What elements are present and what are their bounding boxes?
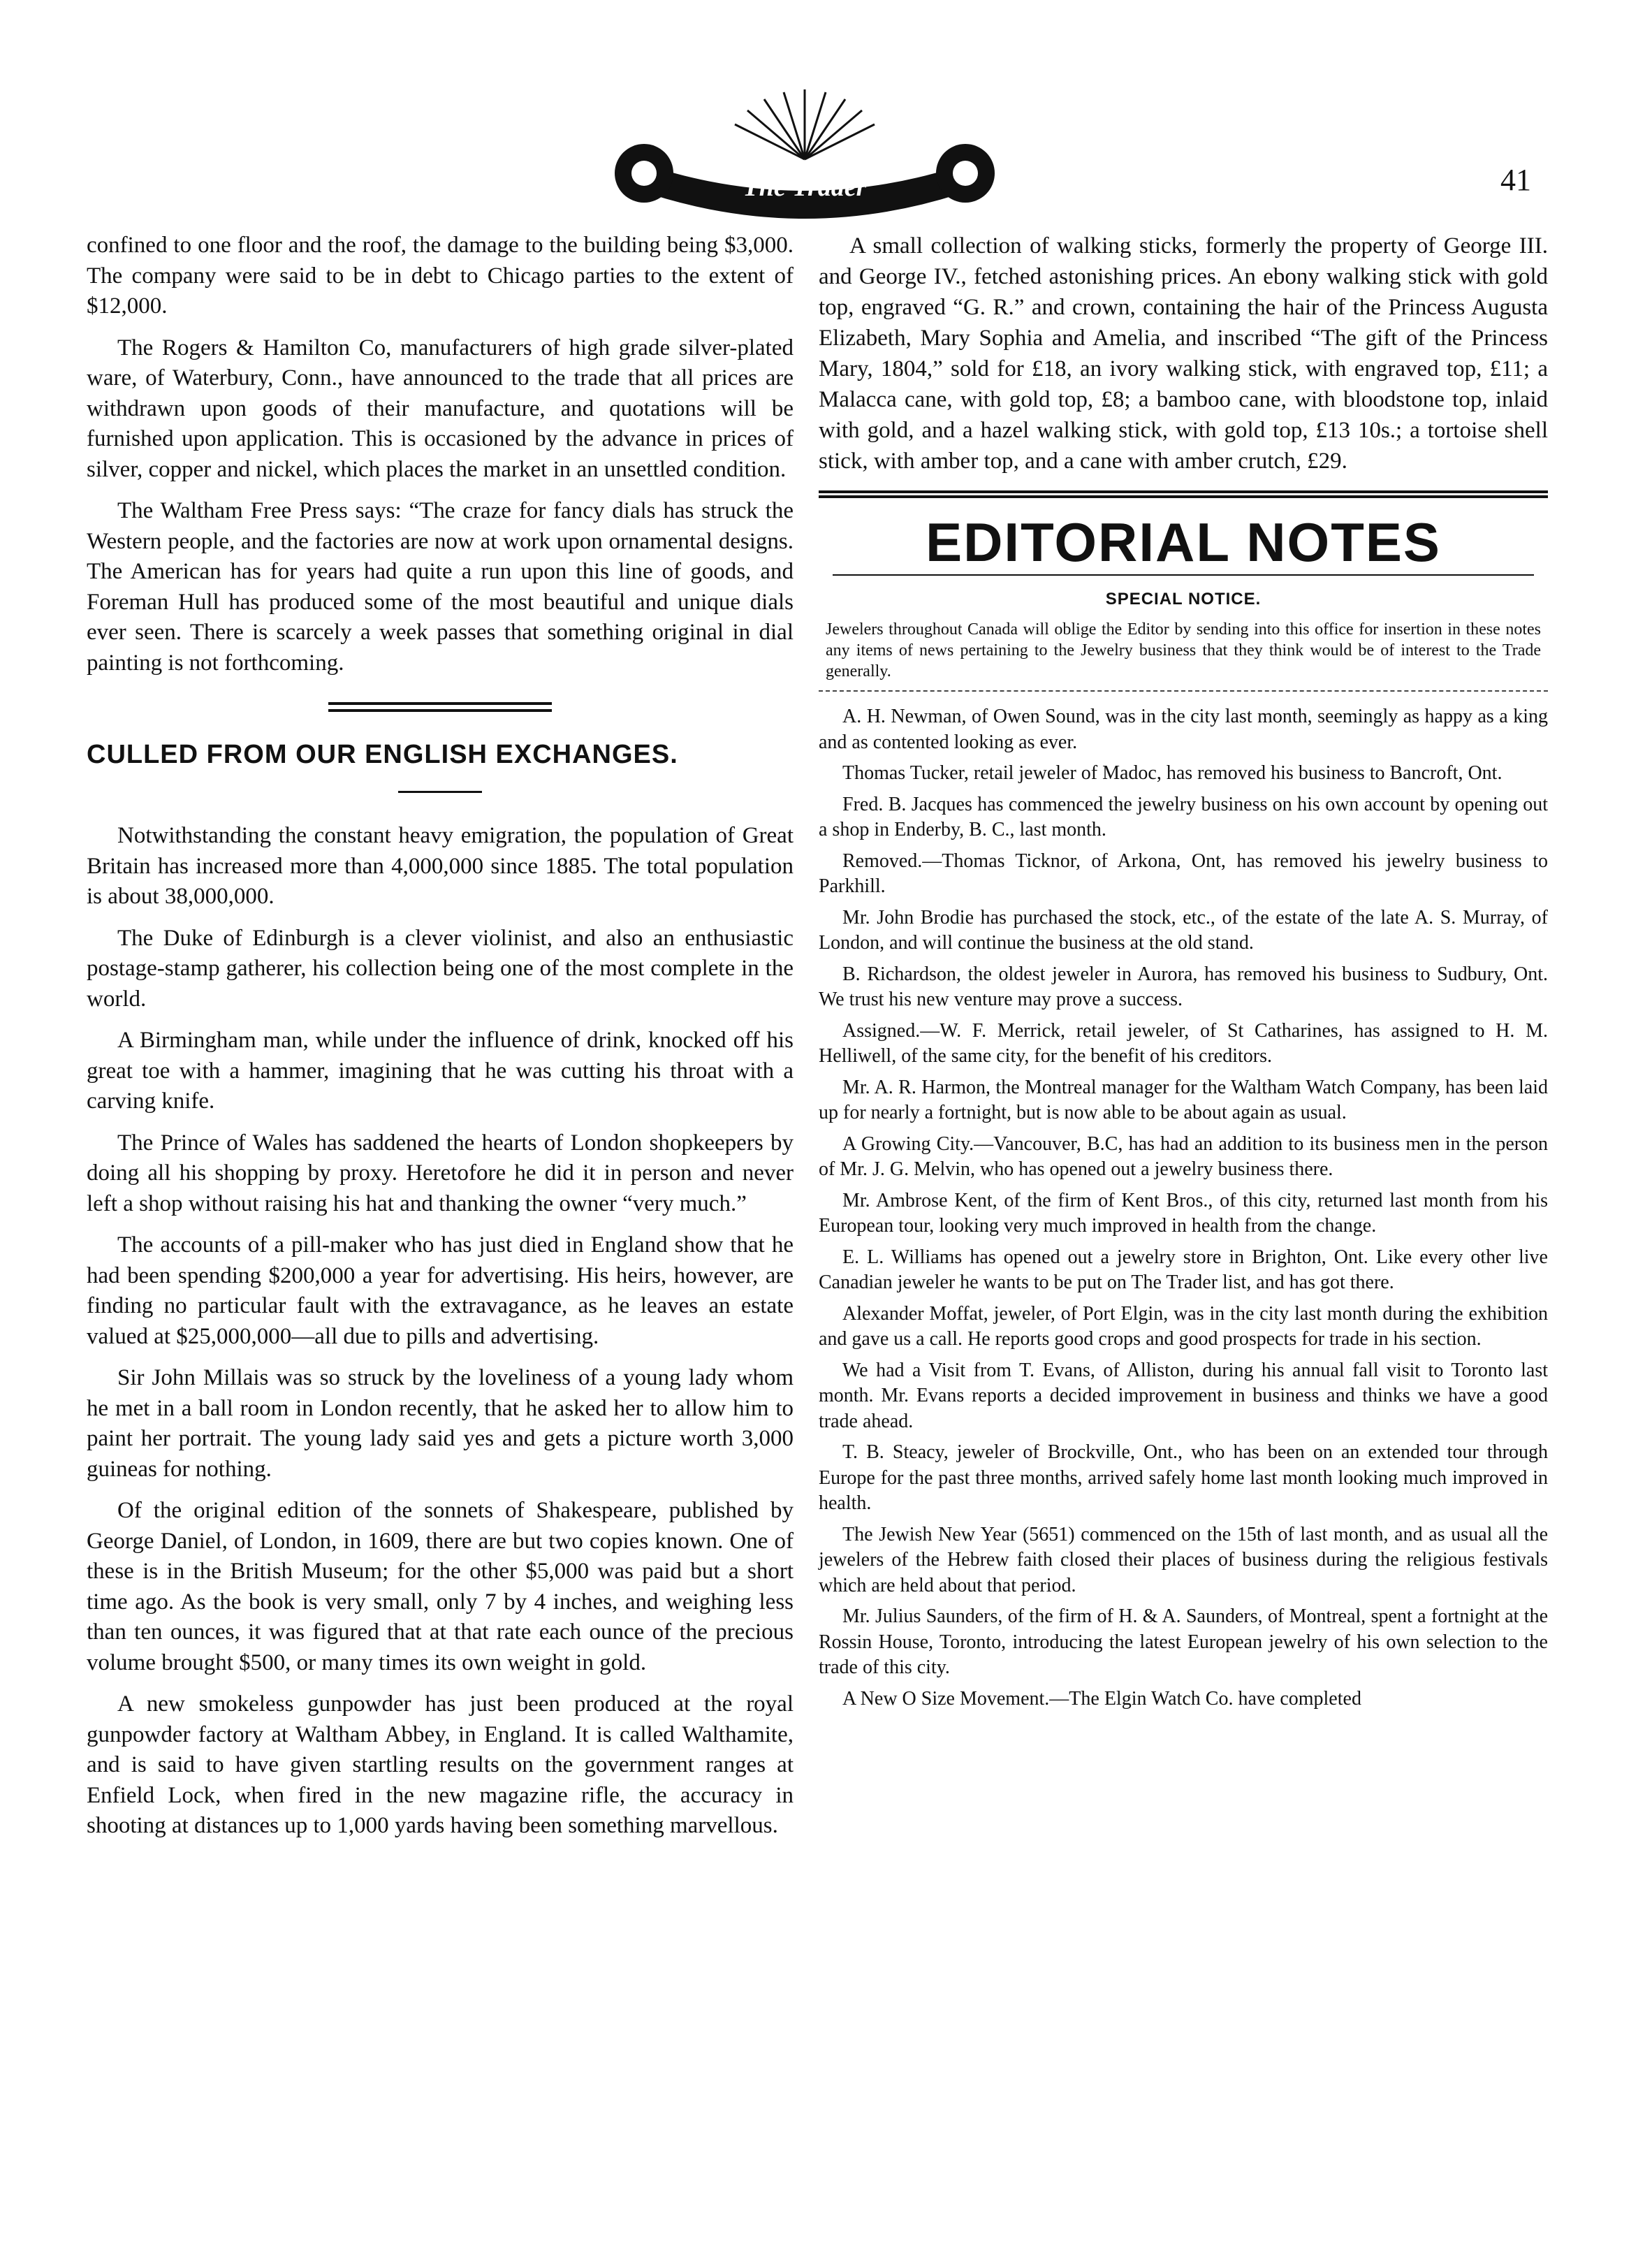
note-item: Mr. John Brodie has purchased the stock, etc., of the estate of the late A. S. Murray, of London, and will continue the business at the old stand. <box>819 906 1548 954</box>
note-item: Assigned.—W. F. Merrick, retail jeweler, of St Catharines, has assigned to H. M. Helliwell, of the same city, for the benefit of his creditors. <box>819 1019 1548 1067</box>
heading-underline <box>398 791 482 793</box>
note-item: Alexander Moffat, jeweler, of Port Elgin, was in the city last month during the exhibition and gave us a call. He reports good crops and good prospects for trade in his section. <box>819 1302 1548 1350</box>
notice-divider <box>819 690 1548 692</box>
note-item: B. Richardson, the oldest jeweler in Aurora, has removed his business to Sudbury, Ont. We trust his new venture may prove a success. <box>819 963 1548 1010</box>
exchange-item: The Duke of Edinburgh is a clever violinist, and also an enthusiastic postage-stamp gatherer, his collection being one of the most complete in the world. <box>87 925 794 1012</box>
note-item: Fred. B. Jacques has commenced the jewelry business on his own account by opening out a shop in Enderby, B. C., last month. <box>819 793 1548 840</box>
note-item: T. B. Steacy, jeweler of Brockville, Ont., who has been on an extended tour through Europe for the past three months, arrived safely home last month looking much improved in health. <box>819 1441 1548 1514</box>
note-item: Mr. Julius Saunders, of the firm of H. & A. Saunders, of Montreal, spent a fortnight at the Rossin House, Toronto, introducing the latest European jewelry of his own selection to the trade of this city. <box>819 1605 1548 1678</box>
note-item: E. L. Williams has opened out a jewelry store in Brighton, Ont. Like every other live Canadian jeweler he wants to be put on The Trader list, and has got there. <box>819 1246 1548 1293</box>
article-paragraph: The Rogers & Hamilton Co, manufacturers of high grade silver-plated ware, of Waterbury, Conn., have announced to the trade that all prices are withdrawn upon goods of their manufacture, and quotations will be furnished upon application. This is occasioned by the advance in prices of silver, copper and nickel, which places the market in an unsettled condition. <box>87 335 794 482</box>
article-paragraph: confined to one floor and the roof, the damage to the building being $3,000. The company were said to be in debt to Chicago parties to the extent of $12,000. <box>87 233 794 319</box>
special-notice-text: Jewelers throughout Canada will oblige the Editor by sending into this office for insertion in these notes any items of news pertaining to the Jewelry business that they think would be of interest to the Trade generally. <box>826 620 1541 680</box>
note-item: Removed.—Thomas Ticknor, of Arkona, Ont, has removed his jewelry business to Parkhill. <box>819 850 1548 897</box>
note-item: Mr. Ambrose Kent, of the firm of Kent Bros., of this city, returned last month from his European tour, looking very much improved in health from the change. <box>819 1189 1548 1237</box>
exchange-item: Notwithstanding the constant heavy emigration, the population of Great Britain has increased more than 4,000,000 since 1885. The total population is about 38,000,000. <box>87 823 794 909</box>
editorial-notes-list <box>819 704 1548 1712</box>
note-item: A Growing City.—Vancouver, B.C, has had an addition to its business men in the person of Mr. J. G. Melvin, who has opened out a jewelry business there. <box>819 1132 1548 1180</box>
exchange-item: Sir John Millais was so struck by the loveliness of a young lady whom he met in a ball room in London recently, that he asked her to allow him to paint her portrait. The young lady said yes and gets a picture worth 3,000 guineas for nothing. <box>87 1365 794 1482</box>
exchange-item: Of the original edition of the sonnets of Shakespeare, published by George Daniel, of London, in 1609, there are but two copies known. One of these is in the British Museum; for the other $5,000 was paid but a short time ago. As the book is very small, only 7 by 4 inches, and weighing less than ten ounces, it was figured that at that rate each ounce of the precious volume brought $500, or many times its own weight in gold. <box>87 1498 794 1675</box>
editorial-divider <box>819 490 1548 498</box>
exchange-item: A Birmingham man, while under the influence of drink, knocked off his great toe with a hammer, imagining that he was cutting his throat with a carving knife. <box>87 1028 794 1114</box>
note-item: The Jewish New Year (5651) commenced on the 15th of last month, and as usual all the jewelers of the Hebrew faith closed their places of business during the religious festivals which are held about that period. <box>819 1523 1548 1596</box>
sunburst-icon <box>735 89 875 159</box>
editorial-notes-heading: EDITORIAL NOTES <box>926 511 1441 573</box>
exchange-item: The Prince of Wales has saddened the hearts of London shopkeepers by doing all his shopping by proxy. Heretofore he did it in person and never left a shop without raising his hat and thanking the owner “very much.” <box>87 1130 794 1216</box>
note-item: A. H. Newman, of Owen Sound, was in the city last month, seemingly as happy as a king and as contented looking as ever. <box>819 706 1548 753</box>
right-column <box>819 231 1548 1717</box>
note-item: A New O Size Movement.—The Elgin Watch Co. have completed <box>842 1687 1361 1710</box>
exchange-item: The accounts of a pill-maker who has just died in England show that he had been spending $200,000 a year for advertising. His heirs, however, are finding no particular fault with the extravagance, as he leaves an estate valued at $25,000,000—all due to pills and advertising. <box>87 1232 794 1349</box>
masthead-title: The Trader <box>743 173 867 202</box>
left-column <box>87 231 794 1853</box>
exchange-item: A new smokeless gunpowder has just been produced at the royal gunpowder factory at Waltham Abbey, in England. It is called Walthamite, and is said to have given startling results on the government ranges at Enfield Lock, when fired in the new magazine rifle, the accuracy in shooting at distances up to 1,000 yards having been something marvellous. <box>87 1691 794 1838</box>
note-item: We had a Visit from T. Evans, of Alliston, during his annual fall visit to Toronto last month. Mr. Evans reports a decided improvement in business and thinks we have a good trade ahead. <box>819 1359 1548 1432</box>
masthead-ornament <box>609 82 1000 222</box>
special-notice-title: SPECIAL NOTICE. <box>1105 590 1262 609</box>
note-item: Mr. A. R. Harmon, the Montreal manager for the Waltham Watch Company, has been laid up for nearly a fortnight, but is now able to be about again as usual. <box>819 1076 1548 1123</box>
section-heading: CULLED FROM OUR ENGLISH EXCHANGES. <box>87 740 678 769</box>
note-item: Thomas Tucker, retail jeweler of Madoc, has removed his business to Bancroft, Ont. <box>842 762 1503 784</box>
page-number: 41 <box>1500 163 1531 197</box>
walking-sticks-item: A small collection of walking sticks, formerly the property of George III. and George IV., fetched astonishing prices. An ebony walking stick with gold top, engraved “G. R.” and crown, containing the hair of the Princess Augusta Elizabeth, Mary Sophia and Amelia, and inscribed “The gift of the Princess Mary, 1804,” sold for £18, an ivory walking stick, with engraved top, £11; a Malacca cane, with gold top, £8; a bamboo cane, with bloodstone top, inlaid with gold, and a hazel walking stick, with gold top, £13 10s.; a tortoise shell stick, with amber top, and a cane with amber crutch, £29. <box>819 233 1548 474</box>
section-divider <box>328 702 552 712</box>
heading-rule <box>833 574 1534 576</box>
article-paragraph: The Waltham Free Press says: “The craze for fancy dials has struck the Western people, and the factories are now at work upon ornamental designs. The American has for years had quite a run upon this line of goods, and Foreman Hull has produced some of the most beautiful and unique dials ever seen. There is scarcely a week passes that something original in dial painting is not forthcoming. <box>87 498 794 676</box>
